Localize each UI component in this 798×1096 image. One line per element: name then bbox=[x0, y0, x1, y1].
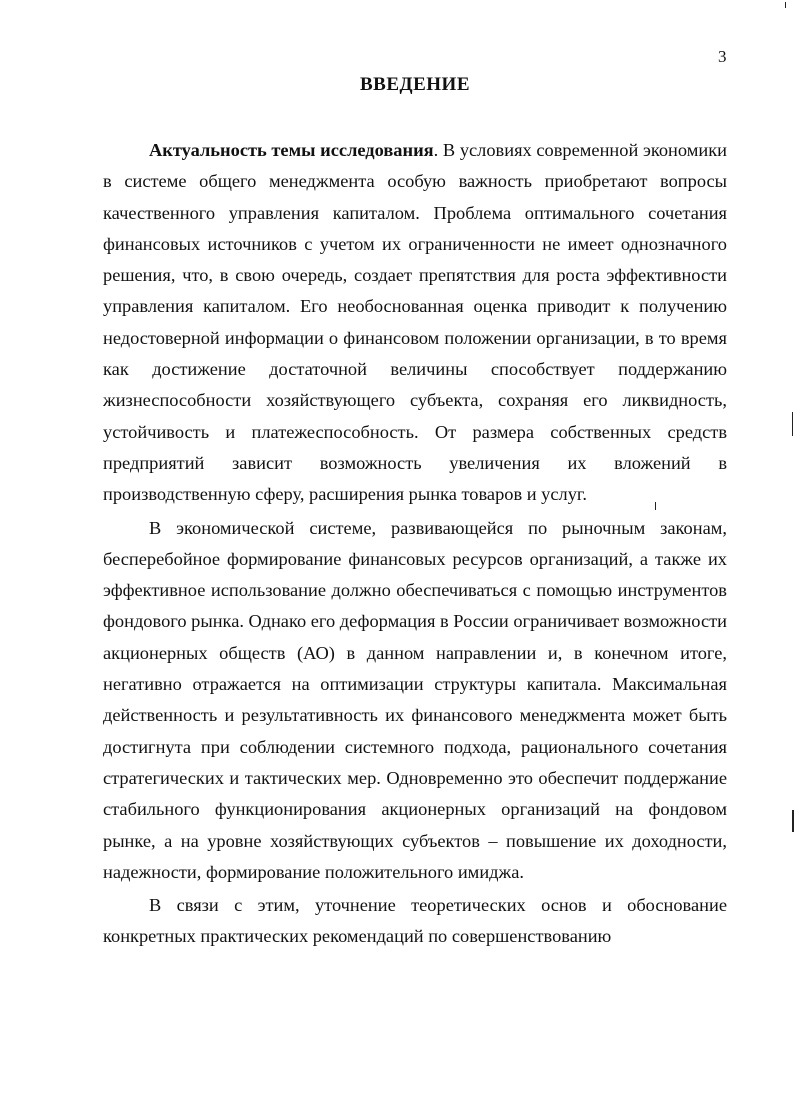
scan-mark bbox=[655, 502, 656, 510]
paragraph-text: . В условиях современной экономики в системе общего менеджмента особую важность приобретают вопросы качественного управления капиталом. Проблема оптимального сочетания финансовых источников с учетом их ограниченности не имеет однозначного решения, что, в свою очередь, создает препятствия для роста эффективности управления капиталом. Его необоснованная оценка приводит к получению недостоверной информации о финансовом положении организации, в то время как достижение достаточной величины способствует поддержанию жизнеспособности хозяйствующего субъекта, сохраняя его ликвидность, устойчивость и платежеспособность. От размера собственных средств предприятий зависит возможность увеличения их вложений в производственную сферу, расширения рынка товаров и услуг. bbox=[103, 140, 728, 505]
page-number: 3 bbox=[718, 47, 727, 66]
body-text bbox=[103, 135, 727, 953]
paragraph-text: В связи с этим, уточнение теоретических основ и обоснование конкретных практических рекомендаций по совершенствованию bbox=[103, 895, 727, 947]
paragraph-conclusion bbox=[103, 890, 727, 953]
paragraph-relevance bbox=[103, 135, 727, 511]
page-title: ВВЕДЕНИЕ bbox=[360, 74, 470, 95]
paragraph-lead: Актуальность темы исследования bbox=[149, 140, 434, 160]
scan-mark bbox=[785, 2, 786, 8]
paragraph-text: В экономической системе, развивающейся по рыночным законам, бесперебойное формирование финансовых ресурсов организаций, а также их эффективное использование должно обеспечиваться с помощью инструментов фондового рынка. Однако его деформация в России ограничивает возможности акционерных обществ (АО) в данном направлении и, в конечном итоге, негативно отражается на оптимизации структуры капитала. Максимальная действенность и результативность их финансового менеджмента может быть достигнута при соблюдении системного подхода, рационального сочетания стратегических и тактических мер. Одновременно это обеспечит поддержание стабильного функционирования акционерных организаций на фондовом рынке, а на уровне хозяйствующих субъектов – повышение их доходности, надежности, формирование положительного имиджа. bbox=[103, 517, 727, 882]
paragraph-economic-system bbox=[103, 513, 727, 889]
scan-mark bbox=[792, 810, 794, 832]
scan-mark bbox=[792, 412, 793, 436]
